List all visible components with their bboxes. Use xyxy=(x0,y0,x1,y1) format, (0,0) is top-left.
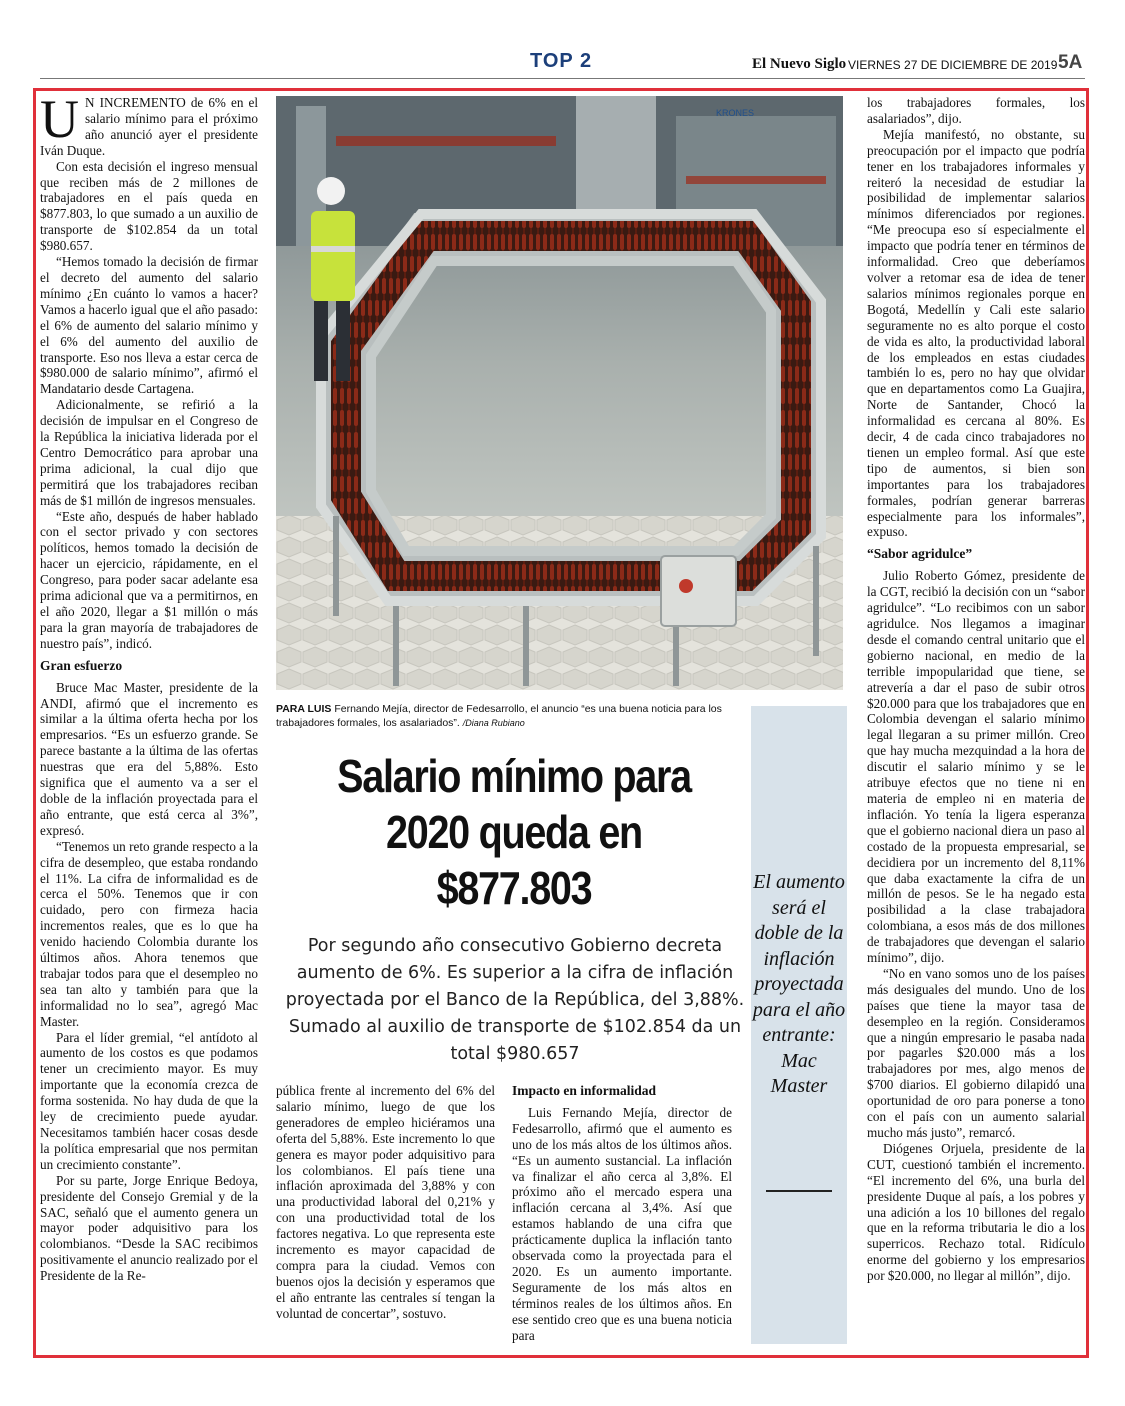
header-rule xyxy=(40,78,1085,79)
headline: Salario mínimo para 2020 queda en $877.803 xyxy=(337,750,691,914)
issue-date: VIERNES 27 DE DICIEMBRE DE 2019 xyxy=(848,58,1058,72)
subhead-impacto: Impacto en informalidad xyxy=(512,1083,657,1098)
paragraph: Por su parte, Jorge Enrique Bedoya, presidente del Consejo Gremial y de la SAC, señaló que el aumento genera un mayor poder adquisitivo para los colombianos. “Desde la SAC recibimos positivamente el anuncio realizado por el Presidente de la Re- xyxy=(40,1172,258,1284)
section-label: TOP 2 xyxy=(530,50,593,72)
pullquote-rule xyxy=(766,1190,832,1192)
paragraph: Mejía manifestó, no obstante, su preocupación por el impacto que podría tener en los trabajadores informales y reiteró la necesidad de estudiar la posibilidad de implementar salarios mínimos diferenciados por regiones. “Me preocupa eso sí especialmente el impacto que podría tener en términos de informalidad. Creo que deberíamos volver a retomar esa de idea de tener salarios mínimos regionales porque en Bogotá, Medellín y Cali este salario seguramente no es alto porque el costo de vida es alto, la productividad laboral de los empleados en estas ciudades también lo es, pero no hay que olvidar que en departamentos como La Guajira, Norte de Santander, Chocó la informalidad es cercana al 80%. Es decir, 4 de cada cinco trabajadores no tienen un empleo formal. Así que este tipo de aumentos, si bien son importantes para los trabajadores formales, podrían generar barreras especialmente para los informales”, expuso. xyxy=(867,126,1085,540)
paragraph: Diógenes Orjuela, presidente de la CUT, cuestionó también el incremento. “El incremento del 6%, una burla del presidente Duque al país, a los pobres y una adición a los 10 billones del regalo que en la reforma tributaria le dio a los superricos. Rechazo total. Ridículo enorme del gobierno y los empresarios por $20.000, no llegar al millón”, dijo. xyxy=(867,1140,1085,1284)
paragraph: Bruce Mac Master, presidente de la ANDI, afirmó que el incremento es similar a la última oferta hecha por los empresarios. “Es un esfuerzo grande. Se parece bastante a la última de las ofertas nuestras que era del 5,88%. Esto significa que el aumento va a ser el doble de la inflación proyectada para el año entrante, que está cerca al 3%”, expresó. xyxy=(40,679,258,838)
pullquote-text: El aumento será el doble de la inflación proyectada para el año entrante: Mac Master xyxy=(752,871,846,1097)
drop-cap: U xyxy=(40,89,79,149)
paragraph: Con esta decisión el ingreso mensual que reciben más de 2 millones de trabajadores en el país queda en $877.803, lo que sumado a un auxilio de transporte de $102.854 da un total $980.657. xyxy=(40,158,258,254)
article-column-2 xyxy=(276,1083,495,1322)
article-column-3 xyxy=(512,1083,732,1344)
subhead-gran-esfuerzo: Gran esfuerzo xyxy=(40,657,123,673)
photo-caption xyxy=(276,702,756,730)
paragraph: “No en vano somos uno de los países más desiguales del mundo. Uno de los países que tiene la mayor tasa de desempleo en la región. Consideramos que a ningún empresario le pasaba nada por pagarles $20.000 más a los trabajadores por mes, algo menos de $700 diarios. El gobierno dilapidó una oportunidad de oro para ponerse a tono con el país con un aumento salarial mucho más justo”, remarcó. xyxy=(867,965,1085,1140)
factory-photo xyxy=(276,96,843,690)
paragraph: pública frente al incremento del 6% del salario mínimo, luego de que los generadores de empleo hiciéramos una oferta del 5,88%. Este incremento lo que genera es mayor poder adquisitivo para los colombianos. El país tiene una inflación aproximada del 3,88% y con una productividad laboral del 0,21% y con una productividad total de los factores negativa. Lo que representa este incremento es mayor capacidad de compra para la ciudad. Vemos con buenos ojos la decisión y esperamos que el año entrante las centrales sí tengan la voluntad de concertar”, sostuvo. xyxy=(276,1083,495,1321)
article-column-1 xyxy=(40,89,258,1284)
paragraph: Adicionalmente, se refirió a la decisión de impulsar en el Congreso de la República la iniciativa liderada por el Centro Democrático para aprobar una prima adicional, la cual dijo que permitirá que los trabajadores reciban más de $1 millón de ingresos mensuales. xyxy=(40,397,258,508)
machine-brand-label: KRONES xyxy=(716,108,755,118)
lead-paragraph xyxy=(40,89,258,159)
newspaper-name: El Nuevo Siglo xyxy=(752,56,847,72)
page-number: 5A xyxy=(1058,52,1083,73)
paragraph: Luis Fernando Mejía, director de Fedesarrollo, afirmó que el aumento es uno de los más altos de los últimos años. “Es un aumento sustancial. La inflación va finalizar el año cerca al 3,8%. El próximo año el mercado espera una inflación cercana al 3,4%. Así que estamos hablando de una cifra que prácticamente duplica la inflación tanto observada como la proyectada para el 2020. Es un aumento importante. Seguramente de los más altos en términos reales de los últimos años. En ese sentido creo que es una buena noticia para xyxy=(512,1104,732,1343)
paragraph: “Este año, después de haber hablado con el sector privado y con sectores políticos, hemos tomado la decisión de hacer un ejercicio, rápidamente, en el Congreso, para poder sacar adelante esa prima adicional que va a permitirnos, en el año 2020, llegar a $1 millón o más para la gran mayoría de trabajadores de nuestro país”, indicó. xyxy=(40,508,258,651)
paragraph: Julio Roberto Gómez, presidente de la CGT, recibió la decisión con un “sabor agridulce”. “Lo recibimos con un sabor agridulce. Nos llegamos a imaginar desde el comando central unitario que el gobierno nacional, en medio de la terrible impopularidad que tiene, se atrevería a dar el paso de subir otros $20.000 para que los trabajadores que en Colombia devengan el salario mínimo legal llegaran a su primer millón. Creo que hay mucha mezquindad a la hora de discutir el salario mínimo y se le atribuye efectos que no tiene ni en materia de empleo ni en materia de inflación. Yo tenía la ligera esperanza que el gobierno nacional diera un paso al costado de la propuesta empresarial, se decidiera por un incremento del 8,11% que daba exactamente la cifra de un millón de pesos. Se le ha negado esta posibilidad a la clase trabajadora colombiana, a esos más de dos millones de trabajadores que devengan el salario mínimo”, dijo. xyxy=(867,568,1086,966)
caption-text: Fernando Mejía, director de Fedesarrollo, el anuncio “es una buena noticia para los trabajadores formales, los asalariados”. xyxy=(276,703,722,729)
lead-text: N INCREMENTO de 6% en el salario mínimo para el próximo año anunció ayer el presidente Iván Duque. xyxy=(40,95,258,158)
article-column-4 xyxy=(867,95,1085,1284)
paragraph: “Hemos tomado la decisión de firmar el decreto del aumento del salario mínimo ¿En cuánto lo vamos a hacer? Vamos a hacerlo igual que el año pasado: el 6% de aumento del salario mínimo y el 6% del aumento del auxilio de transporte. Eso nos lleva a estar cerca de $980.000 de salario mínimo”, afirmó el Mandatario desde Cartagena. xyxy=(40,254,258,397)
paragraph: Para el líder gremial, “el antídoto al aumento de los costos es que podamos tener un crecimiento mayor. Es muy importante que la economía crezca de forma sostenida. No hay duda de que la ley de crecimiento puede ayudar. Necesitamos también hacer cosas desde la política empresarial que nos permitan un crecimiento constante”. xyxy=(40,1029,258,1172)
paragraph: los trabajadores formales, los asalariados”, dijo. xyxy=(867,95,1085,126)
photo-credit: /Diana Rubiano xyxy=(462,718,525,728)
subhead-sabor-agridulce: “Sabor agridulce” xyxy=(867,546,973,562)
deck-subtitle: Por segundo año consecutivo Gobierno decreta aumento de 6%. Es superior a la cifra de inflación proyectada por el Banco de la República, del 3,88%. Sumado al auxilio de transporte de $102.854 da un total $980.657 xyxy=(285,936,745,1064)
caption-lead: PARA LUIS xyxy=(276,703,332,715)
paragraph: “Tenemos un reto grande respecto a la cifra de desempleo, que estaba rondando el 11%. La cifra de informalidad es de cerca el 50%. Tenemos que ir con cuidado, pero con firmeza hacia incrementos reales, que es lo que ha venido haciendo Colombia durante los últimos años. Ahora tenemos que trabajar todos para que el desempleo no sea tan alto y también para que la informalidad no lo sea”, agregó Mac Master. xyxy=(40,838,258,1029)
